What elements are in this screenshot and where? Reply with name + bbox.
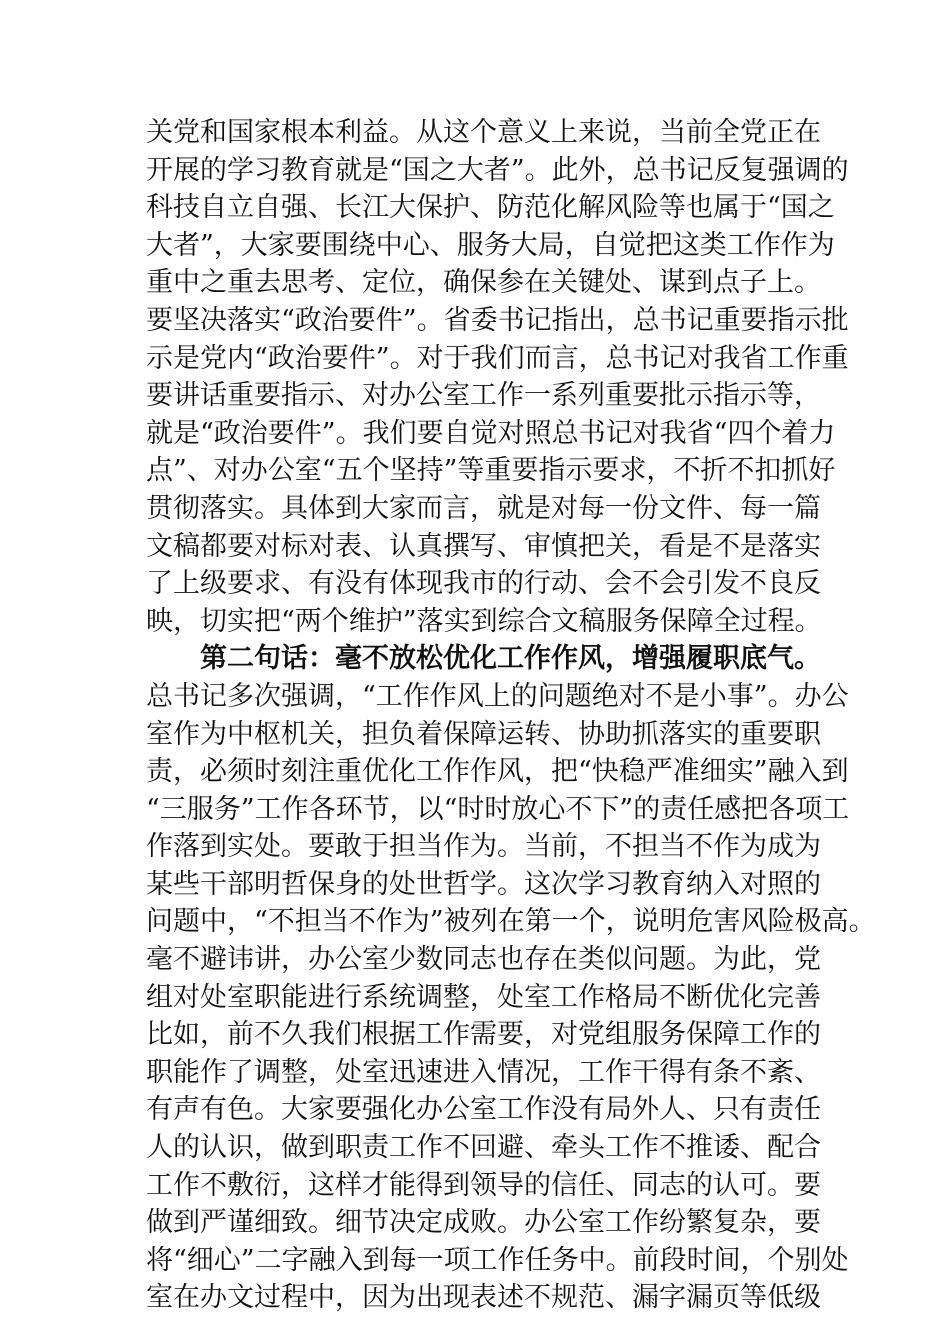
text-line: 问题中，“不担当不作为”被列在第一个，说明危害风险极高。 xyxy=(146,906,876,938)
text-line: 将“细心”二字融入到每一项工作任务中。前段时间，个别处 xyxy=(146,1244,849,1276)
text-line: 毫不避讳讲，办公室少数同志也存在类似问题。为此，党 xyxy=(146,944,821,976)
text-line: 映，切实把“两个维护”落实到综合文稿服务保障全过程。 xyxy=(146,605,822,637)
text-line: 文稿都要对标对表、认真撰写、审慎把关，看是不是落实 xyxy=(146,530,821,562)
text-line: 某些干部明哲保身的处世哲学。这次学习教育纳入对照的 xyxy=(146,868,821,900)
text-line: 工作不敷衍，这样才能得到领导的信任、同志的认可。要 xyxy=(146,1169,821,1201)
body-text xyxy=(146,114,876,1317)
text-line: 责，必须时刻注重优化工作作风，把“快稳严准细实”融入到 xyxy=(146,756,849,788)
text-line: 比如，前不久我们根据工作需要，对党组服务保障工作的 xyxy=(146,1019,821,1051)
text-line: 大者”，大家要围绕中心、服务大局，自觉把这类工作作为 xyxy=(146,229,835,261)
text-line: 关党和国家根本利益。从这个意义上来说，当前全党正在 xyxy=(146,117,821,148)
text-line: 要坚决落实“政治要件”。省委书记指出，总书记重要指示批 xyxy=(146,304,849,336)
text-line: 做到严谨细致。细节决定成败。办公室工作纷繁复杂，要 xyxy=(146,1207,821,1239)
text-line: 职能作了调整，处室迅速进入情况，工作干得有条不紊、 xyxy=(146,1056,821,1088)
text-line: 点”、对办公室“五个坚持”等重要指示要求，不折不扣抓好 xyxy=(146,455,836,487)
text-line: “三服务”工作各环节，以“时时放心不下”的责任感把各项工 xyxy=(146,793,850,825)
text-line: 了上级要求、有没有体现我市的行动、会不会引发不良反 xyxy=(146,568,821,600)
text-line: 作落到实处。要敢于担当作为。当前，不担当不作为成为 xyxy=(146,831,821,863)
text-line: 人的认识，做到职责工作不回避、牵头工作不推诿、配合 xyxy=(146,1132,821,1164)
text-line: 开展的学习教育就是“国之大者”。此外，总书记反复强调的 xyxy=(146,154,849,186)
text-line: 组对处室职能进行系统调整，处室工作格局不断优化完善 xyxy=(146,981,821,1013)
text-line: 科技自立自强、长江大保护、防范化解风险等也属于“国之 xyxy=(146,192,835,224)
text-line: 重中之重去思考、定位，确保参在关键处、谋到点子上。 xyxy=(146,267,821,299)
text-line: 室作为中枢机关，担负着保障运转、协助抓落实的重要职 xyxy=(146,718,821,750)
text-line: 示是党内“政治要件”。对于我们而言，总书记对我省工作重 xyxy=(146,342,849,374)
text-line: 就是“政治要件”。我们要自觉对照总书记对我省“四个着力 xyxy=(146,417,836,449)
text-line: 室在办文过程中，因为出现表述不规范、漏字漏页等低级 xyxy=(146,1282,821,1314)
text-line: 有声有色。大家要强化办公室工作没有局外人、只有责任 xyxy=(146,1094,821,1126)
text-line: 总书记多次强调，“工作作风上的问题绝对不是小事”。办公 xyxy=(146,680,849,712)
section-heading: 第二句话：毫不放松优化工作作风，增强履职底气。 xyxy=(200,643,821,675)
text-line: 要讲话重要指示、对办公室工作一系列重要批示指示等， xyxy=(146,380,821,412)
text-line: 贯彻落实。具体到大家而言，就是对每一份文件、每一篇 xyxy=(146,492,821,524)
